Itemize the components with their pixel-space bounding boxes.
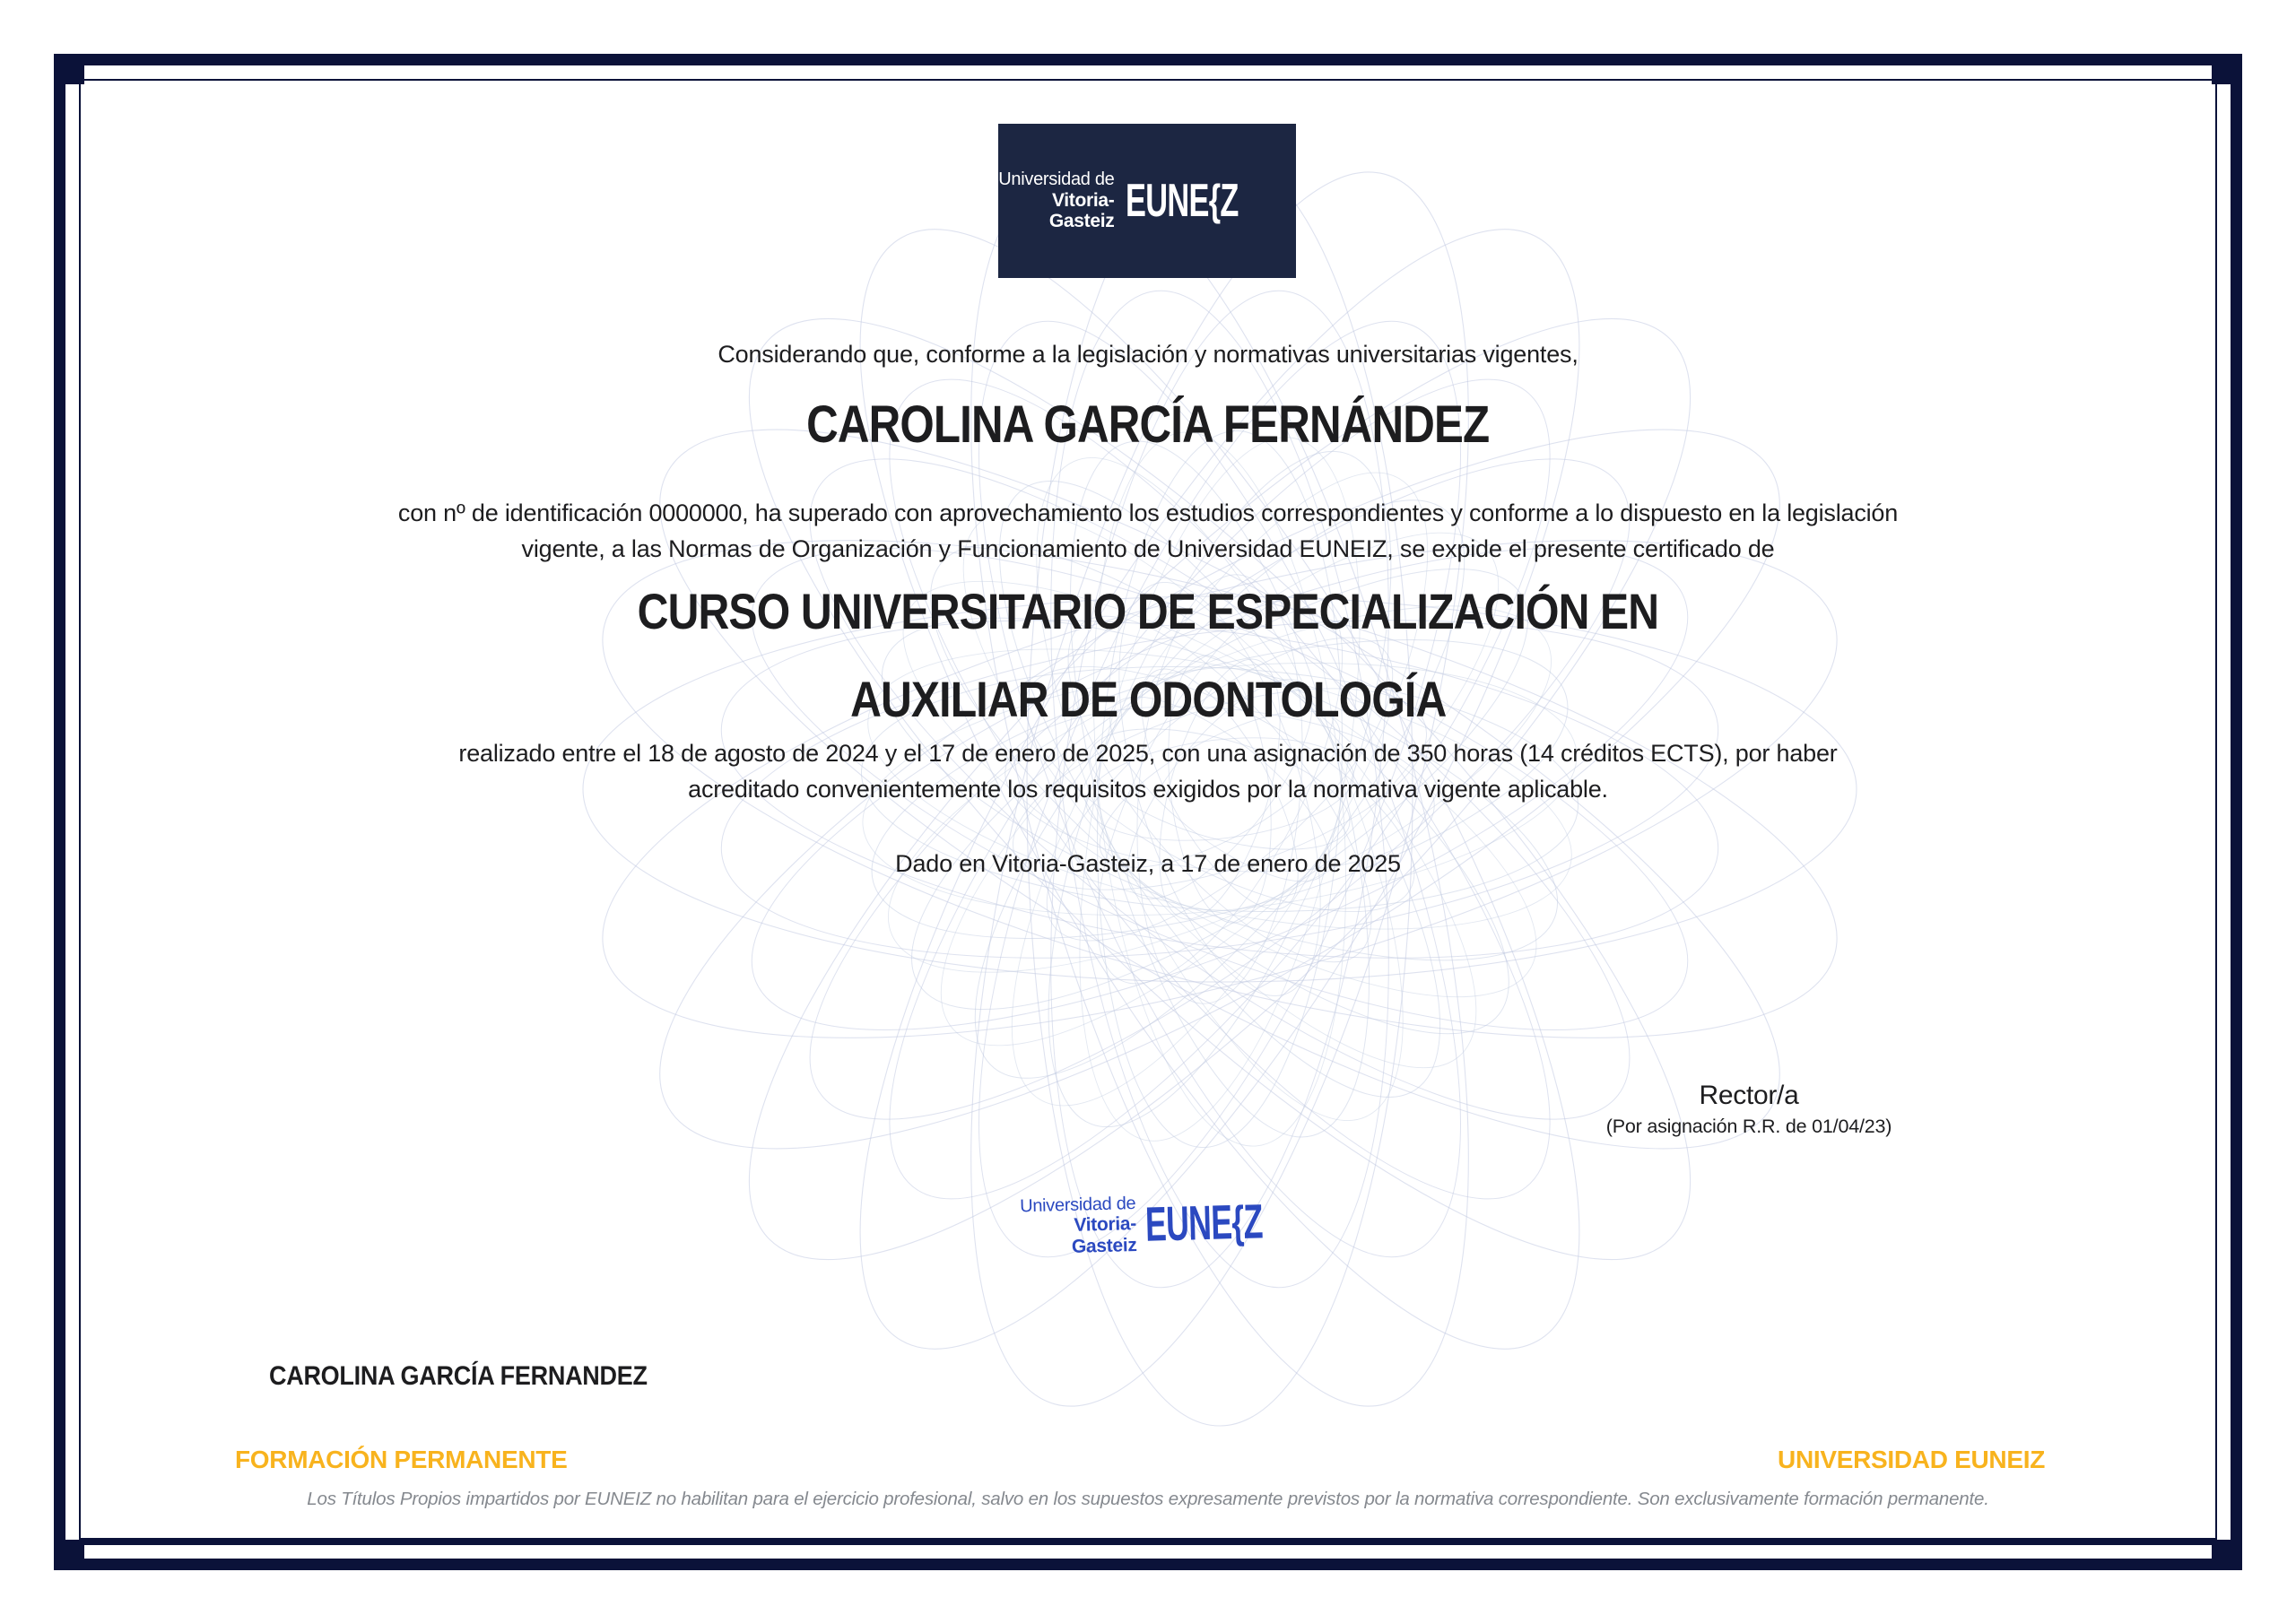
course-title-line2: AUXILIAR DE ODONTOLOGÍA <box>849 671 1447 727</box>
course-title-line1: CURSO UNIVERSITARIO DE ESPECIALIZACIÓN EN <box>637 583 1659 639</box>
paragraph1-line1: con nº de identificación 0000000, ha superado con aprovechamiento los estudios correspondientes y conforme a lo dispuesto en la legislación <box>397 499 1899 526</box>
wordmark-stylized-i: { <box>1208 177 1220 225</box>
footer-disclaimer: Los Títulos Propios impartidos por EUNEIZ no habilitan para el ejercicio profesional, salvo en los supuestos expresamente previstos por la normativa correspondiente. Son exclusivamente formación permanente. <box>307 1489 1989 1509</box>
issued-line: Dado en Vitoria-Gasteiz, a 17 de enero de 2025 <box>895 850 1401 877</box>
footer-left-label: FORMACIÓN PERMANENTE <box>235 1446 568 1473</box>
stamp-university-block <box>1017 1194 1137 1259</box>
university-line1: Universidad de <box>998 169 1115 190</box>
paragraph2-line2: acreditado convenientemente los requisitos exigidos por la normativa vigente aplicable. <box>688 776 1608 803</box>
body-paragraph-1 <box>0 495 2296 567</box>
student-name-heading <box>0 395 2296 455</box>
stamp-line2: Vitoria-Gasteiz <box>1071 1213 1137 1257</box>
wordmark-left: EUNE <box>1125 175 1209 227</box>
body-paragraph-2 <box>0 735 2296 807</box>
footer-student-name-text: CAROLINA GARCÍA FERNANDEZ <box>269 1361 648 1391</box>
stamp-wordmark-stylized-i: { <box>1231 1196 1245 1247</box>
euneiz-wordmark <box>1126 174 1239 228</box>
euneiz-header-logo <box>998 124 1296 278</box>
stamp-wordmark-right: Z <box>1242 1194 1264 1249</box>
footer-student-name <box>269 1361 690 1392</box>
signature-block <box>1507 1081 1991 1138</box>
course-title <box>0 572 2296 748</box>
university-line2: Vitoria-Gasteiz <box>1048 189 1115 232</box>
student-name-text: CAROLINA GARCÍA FERNÁNDEZ <box>806 395 1490 454</box>
signature-note: (Por asignación R.R. de 01/04/23) <box>1605 1116 1892 1137</box>
signature-role: Rector/a <box>1699 1081 1799 1110</box>
stamp-wordmark <box>1144 1194 1263 1252</box>
paragraph2-line1: realizado entre el 18 de agosto de 2024 y el 17 de enero de 2025, con una asignación de 350 horas (14 créditos ECTS), por haber <box>458 740 1838 767</box>
stamp-line1: Universidad de <box>1019 1194 1136 1217</box>
wordmark-right: Z <box>1219 175 1239 227</box>
university-name-block <box>998 169 1115 231</box>
stamp-wordmark-left: EUNE <box>1144 1194 1233 1252</box>
euneiz-stamp-logo <box>1017 1189 1324 1259</box>
intro-text: Considerando que, conforme a la legislación y normativas universitarias vigentes, <box>718 341 1578 368</box>
footer-right-label: UNIVERSIDAD EUNEIZ <box>1778 1446 2045 1473</box>
paragraph1-line2: vigente, a las Normas de Organización y Funcionamiento de Universidad EUNEIZ, se expide el presente certificado de <box>521 535 1775 562</box>
